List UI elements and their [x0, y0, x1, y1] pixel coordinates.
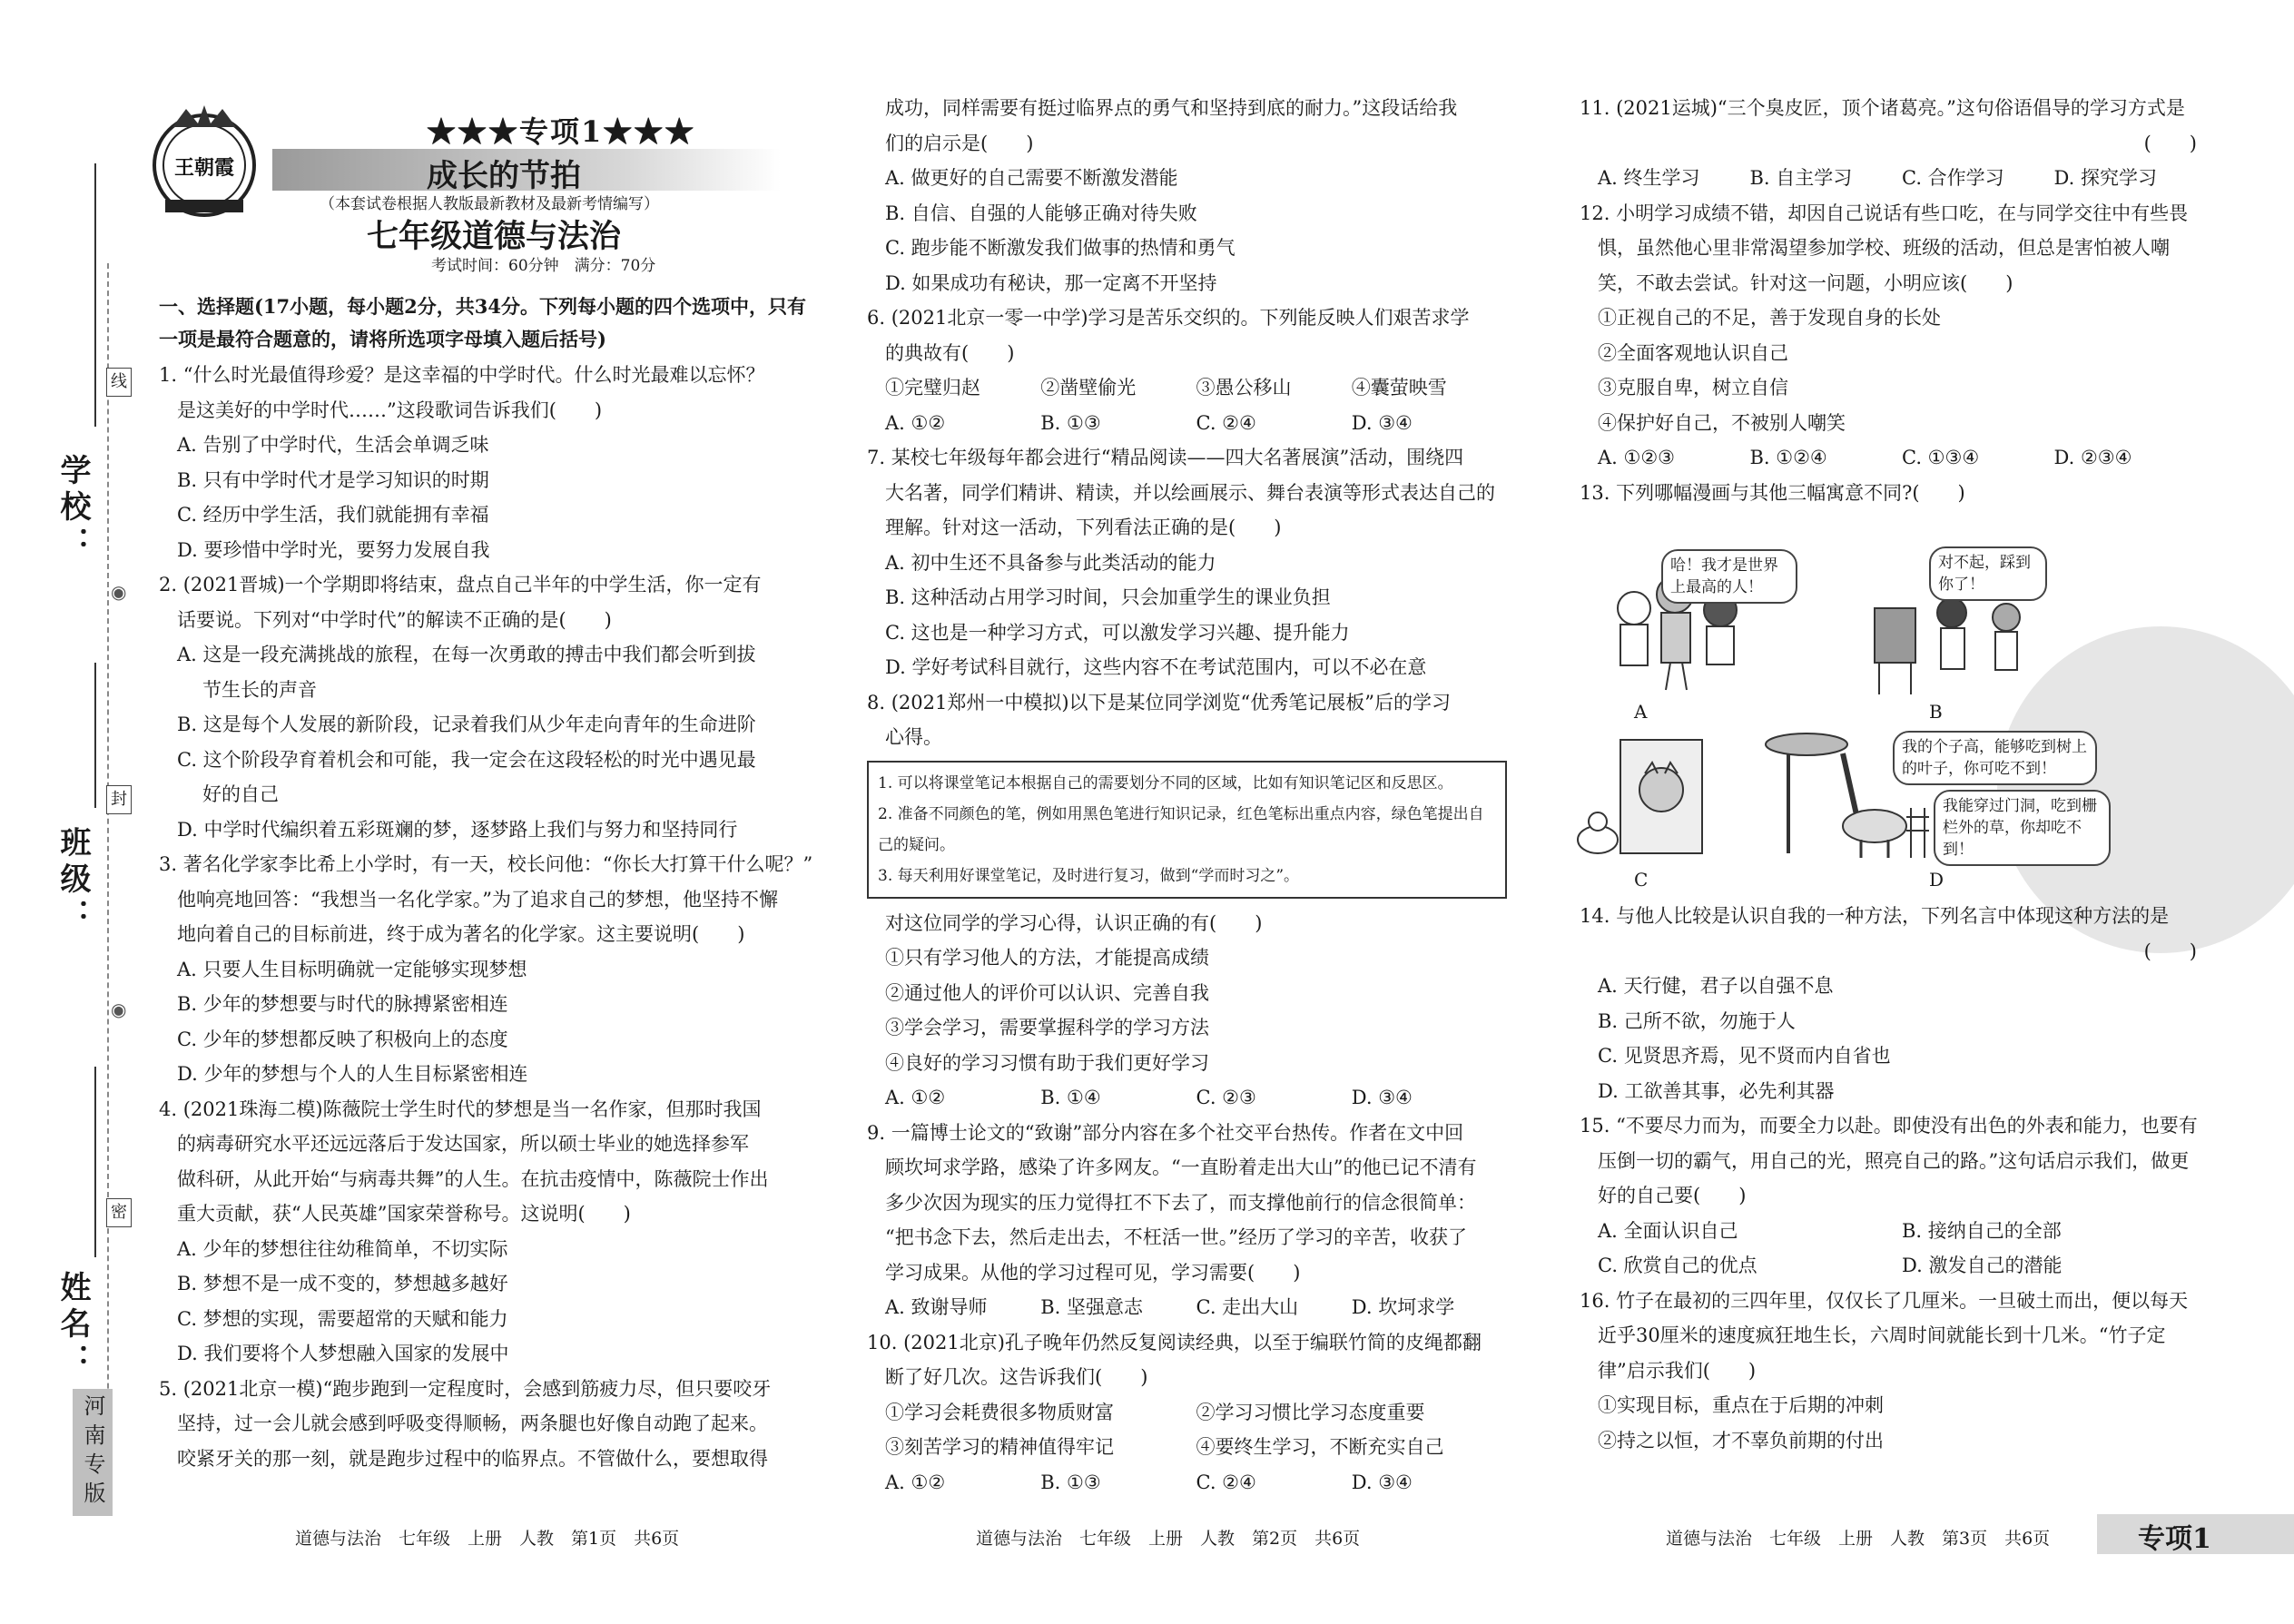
- q9-option: A. 致谢导师: [885, 1296, 988, 1318]
- q16-item: ①实现目标，重点在于后期的冲刺: [1598, 1394, 1884, 1416]
- q8-line: 8. (2021郑州一中模拟)以下是某位同学浏览“优秀笔记展板”后的学习: [867, 691, 1452, 714]
- q7-line: 7. 某校七年级每年都会进行“精品阅读——四大名著展演”活动，围绕四: [867, 447, 1464, 468]
- page3-column-lower: [1580, 899, 2206, 1458]
- q9-option: C. 走出大山: [1196, 1296, 1299, 1318]
- note-item: 3. 每天利用好课堂笔记，及时进行复习，做到“学而时习之”。: [878, 866, 1300, 885]
- q8-option: D. ③④: [1351, 1087, 1413, 1108]
- exam-info: 考试时间：60分钟 满分：70分: [431, 257, 656, 275]
- q2-option: B. 这是每个人发展的新阶段，记录着我们从少年走向青年的生命进阶: [177, 714, 756, 735]
- q6-line: 6. (2021北京一零一中学)学习是苦乐交织的。下列能反映人们艰苦求学: [867, 307, 1470, 329]
- q4-line: 4. (2021珠海二模)陈薇院士学生时代的梦想是当一名作家，但那时我国: [159, 1097, 762, 1120]
- q7-line: 大名著，同学们精讲、精读，并以绘画展示、舞台表演等形式表达自己的: [885, 481, 1495, 504]
- q6-item: ③愚公移山: [1196, 377, 1292, 399]
- page2-column: [867, 91, 1507, 1500]
- note-item: 2. 准备不同颜色的笔，例如用黑色笔进行知识记录，红色笔标出重点内容，绿色笔提出自己的疑问。: [878, 804, 1484, 854]
- q1-option: C. 经历中学生活，我们就能拥有幸福: [177, 504, 489, 526]
- q2-line: 话要说。下列对“中学时代”的解读不正确的是( ): [177, 608, 612, 631]
- topic-heading: ★★★专项1★★★: [427, 114, 696, 149]
- q5-option: D. 如果成功有秘诀，那一定离不开坚持: [885, 271, 1217, 294]
- q3-option: D. 少年的梦想与个人的人生目标紧密相连: [177, 1063, 528, 1085]
- q2-option: 好的自己: [202, 783, 279, 805]
- q9-options: [867, 1290, 1507, 1325]
- q15-option: B. 接纳自己的全部: [1902, 1219, 2062, 1242]
- q6-items: [867, 370, 1507, 406]
- name-blank: [94, 1067, 96, 1257]
- q5-line: 坚持，过一会儿就会感到呼吸变得顺畅，两条腿也好像自动跑了起来。: [177, 1412, 768, 1434]
- q9-line: 顾坎坷求学路，感染了许多网友。“一直盼着走出大山”的他已记不清有: [885, 1156, 1477, 1178]
- q6-options: [867, 406, 1507, 441]
- q5-line: 5. (2021北京一模)“跑步跑到一定程度时，会感到筋疲力尽，但只要咬牙: [159, 1377, 772, 1400]
- q8-options: [867, 1080, 1507, 1116]
- school-blank: [94, 163, 96, 427]
- q12-item: ④保护好自己，不被别人嘲笑: [1598, 411, 1846, 434]
- q10-option: D. ③④: [1351, 1471, 1413, 1493]
- q10-line: 断了好几次。这告诉我们( ): [885, 1366, 1148, 1388]
- corner-tab-label: 专项1: [2138, 1523, 2211, 1555]
- q14-line: 14. 与他人比较是认识自我的一种方法，下列名言中体现这种方法的是: [1580, 905, 2170, 927]
- q8-stem: 对这位同学的学习心得，认识正确的有( ): [885, 911, 1263, 934]
- seal-secret-char: 密: [106, 1198, 132, 1227]
- name-label: 姓名：: [54, 1271, 91, 1380]
- q7-option: D. 学好考试科目就行，这些内容不在考试范围内，可以不必在意: [885, 656, 1427, 678]
- q16-line: 近乎30厘米的速度疯狂地生长，六周时间就能长到十几米。“竹子定: [1598, 1324, 2166, 1346]
- q12-option: D. ②③④: [2053, 447, 2132, 468]
- binding-hole-icon: ◉: [111, 999, 127, 1020]
- cartoon-c-image: [1570, 735, 1716, 862]
- q9-option: D. 坎坷求学: [1351, 1296, 1455, 1318]
- q4-line: 做科研，从此开始“与病毒共舞”的人生。在抗击疫情中，陈薇院士作出: [177, 1167, 769, 1190]
- cartoon-b-label: B: [1929, 701, 1943, 723]
- class-blank: [94, 663, 96, 808]
- subject-title: 七年级道德与法治: [367, 219, 622, 255]
- page3-column: [1580, 91, 2206, 510]
- q6-line: 的典故有( ): [885, 341, 1015, 364]
- q12-option: A. ①②③: [1598, 447, 1675, 468]
- q2-option: A. 这是一段充满挑战的旅程，在每一次勇敢的搏击中我们都会听到拔: [177, 644, 756, 665]
- q15-line: 好的自己要( ): [1598, 1185, 1747, 1206]
- q4-option: A. 少年的梦想往往幼稚简单，不切实际: [177, 1237, 508, 1260]
- binding-dashed-line: [107, 263, 109, 1498]
- q4-option: D. 我们要将个人梦想融入国家的发展中: [177, 1343, 509, 1364]
- class-label: 班级：: [54, 826, 91, 935]
- unit-title: 成长的节拍: [427, 158, 581, 194]
- q2-option: D. 中学时代编织着五彩斑斓的梦，逐梦路上我们与努力和坚持同行: [177, 818, 738, 841]
- q15-option: D. 激发自己的潜能: [1902, 1255, 2063, 1276]
- q14-option: D. 工欲善其事，必先利其器: [1598, 1079, 1835, 1102]
- q10-line: 10. (2021北京)孔子晚年仍然反复阅读经典，以至于编联竹简的皮绳都翻: [867, 1331, 1482, 1353]
- note-box: [867, 761, 1507, 899]
- note-item: 1. 可以将课堂笔记本根据自己的需要划分不同的区域，比如有知识笔记区和反思区。: [878, 773, 1453, 792]
- q11-options: [1580, 161, 2206, 196]
- q15-options: [1580, 1214, 2206, 1249]
- q8-item: ④良好的学习习惯有助于我们更好学习: [885, 1051, 1209, 1074]
- q4-line: 重大贡献，获“人民英雄”国家荣誉称号。这说明( ): [177, 1203, 631, 1225]
- cartoon-b-bubble: 对不起，踩到你了！: [1929, 546, 2047, 601]
- cartoon-d-label: D: [1929, 869, 1944, 891]
- q12-line: 笑，不敢去尝试。针对这一问题，小明应该( ): [1598, 271, 2013, 294]
- q10-item: ③刻苦学习的精神值得牢记: [885, 1436, 1114, 1458]
- q10-item: ②学习习惯比学习态度重要: [1196, 1401, 1425, 1423]
- q6-item: ④囊萤映雪: [1351, 377, 1447, 399]
- binding-hole-icon: ◉: [111, 581, 127, 603]
- page1-footer: 道德与法治 七年级 上册 人教 第1页 共6页: [295, 1529, 680, 1549]
- q2-option: C. 这个阶段孕育着机会和可能，我一定会在这段轻松的时光中遇见最: [177, 748, 756, 771]
- q9-line: 学习成果。从他的学习过程可见，学习需要( ): [885, 1261, 1301, 1284]
- q9-option: B. 坚强意志: [1040, 1296, 1144, 1318]
- q15-line: 15. “不要尽力而为，而要全力以赴。即使没有出色的外表和能力，也要有: [1580, 1115, 2198, 1137]
- seal-seal-char: 封: [106, 785, 132, 814]
- q6-option: D. ③④: [1351, 411, 1413, 434]
- q10-item: ④要终生学习，不断充实自己: [1196, 1436, 1444, 1458]
- q1-option: D. 要珍惜中学时光，要努力发展自我: [177, 538, 490, 561]
- q14-line: ( ): [2143, 940, 2197, 962]
- page3-footer: 道德与法治 七年级 上册 人教 第3页 共6页: [1666, 1529, 2051, 1549]
- q10-item: ①学习会耗费很多物质财富: [885, 1401, 1114, 1423]
- q12-option: C. ①③④: [1902, 447, 1980, 468]
- q6-option: A. ①②: [885, 411, 946, 434]
- q11-option: C. 合作学习: [1902, 167, 2004, 189]
- q3-line: 3. 著名化学家李比希上小学时，有一天，校长问他：“你长大打算干什么呢？”: [159, 853, 813, 875]
- section-heading: 一、选择题(17小题，每小题2分，共34分。下列每小题的四个选项中，只有一项是最符合题意的，请将所选项字母填入题后括号): [159, 295, 806, 350]
- q10-option: A. ①②: [885, 1471, 946, 1493]
- q8-option: B. ①④: [1040, 1087, 1101, 1108]
- q11-option: D. 探究学习: [2053, 167, 2157, 189]
- q9-line: 多少次因为现实的压力觉得扛不下去了，而支撑他前行的信念很简单：: [885, 1191, 1476, 1214]
- q7-option: C. 这也是一种学习方式，可以激发学习兴趣、提升能力: [885, 621, 1350, 644]
- q7-option: B. 这种活动占用学习时间，只会加重学生的课业负担: [885, 586, 1331, 608]
- q10-option: C. ②④: [1196, 1471, 1256, 1493]
- q9-line: 9. 一篇博士论文的“致谢”部分内容在多个社交平台热传。作者在文中回: [867, 1121, 1464, 1144]
- q7-option: A. 初中生还不具备参与此类活动的能力: [885, 551, 1216, 574]
- q5-line: 咬紧牙关的那一刻，就是跑步过程中的临界点。不管做什么，要想取得: [177, 1447, 768, 1470]
- q1-option: A. 告别了中学时代，生活会单调乏味: [177, 434, 489, 456]
- q15-option: A. 全面认识自己: [1598, 1219, 1738, 1242]
- q10-option: B. ①③: [1040, 1471, 1101, 1493]
- q15-line: 压倒一切的霸气，用自己的光，照亮自己的路。”这句话启示我们，做更: [1598, 1149, 2190, 1172]
- edition-badge: 河南专版: [73, 1389, 113, 1516]
- cartoon-a-bubble: 哈！我才是世界上最高的人！: [1661, 549, 1797, 604]
- q16-line: 律”启示我们( ): [1598, 1359, 1757, 1382]
- q12-item: ②全面客观地认识自己: [1598, 341, 1788, 364]
- q11-line: 11. (2021运城)“三个臭皮匠，顶个诸葛亮。”这句俗语倡导的学习方式是: [1580, 97, 2185, 119]
- cartoon-c-label: C: [1634, 869, 1649, 891]
- q9-line: “把书念下去，然后走出去，不枉活一世。”经历了学习的辛苦，收获了: [885, 1226, 1467, 1248]
- q8-item: ①只有学习他人的方法，才能提高成绩: [885, 947, 1209, 969]
- q12-line: 惧，虽然他心里非常渴望参加学校、班级的活动，但总是害怕被人嘲: [1598, 237, 2170, 259]
- q6-option: B. ①③: [1040, 411, 1101, 434]
- q8-option: A. ①②: [885, 1087, 946, 1108]
- cartoon-d-bubble-giraffe: 我的个子高，能够吃到树上的叶子，你可吃不到！: [1893, 731, 2097, 785]
- q7-line: 理解。针对这一活动，下列看法正确的是( ): [885, 517, 1282, 538]
- cartoon-d-bubble-goat: 我能穿过门洞，吃到栅栏外的草，你却吃不到！: [1934, 790, 2111, 866]
- q6-item: ①完璧归赵: [885, 377, 980, 399]
- q5-option: A. 做更好的自己需要不断激发潜能: [885, 167, 1178, 189]
- q12-options: [1580, 440, 2206, 476]
- q3-line: 他响亮地回答：“我想当一名化学家。”为了追求自己的梦想，他坚持不懈: [177, 888, 778, 910]
- q6-item: ②凿壁偷光: [1040, 377, 1137, 399]
- cartoon-a-label: A: [1634, 701, 1648, 723]
- q12-option: B. ①②④: [1749, 447, 1827, 468]
- q16-item: ②持之以恒，才不辜负前期的付出: [1598, 1429, 1884, 1452]
- q15-option: C. 欣赏自己的优点: [1598, 1255, 1757, 1276]
- q8-item: ③学会学习，需要掌握科学的学习方法: [885, 1017, 1209, 1038]
- q14-option: A. 天行健，君子以自强不息: [1598, 975, 1834, 997]
- q4-option: B. 梦想不是一成不变的，梦想越多越好: [177, 1273, 508, 1294]
- seal-line-char: 线: [106, 368, 132, 397]
- q6-option: C. ②④: [1196, 411, 1256, 434]
- q12-line: 12. 小明学习成绩不错，却因自己说话有些口吃，在与同学交往中有些畏: [1580, 202, 2189, 224]
- svg-text:王朝霞: 王朝霞: [173, 156, 235, 180]
- q8-item: ②通过他人的评价可以认识、完善自我: [885, 981, 1209, 1004]
- q3-option: A. 只要人生目标明确就一定能够实现梦想: [177, 958, 527, 980]
- q8-option: C. ②③: [1196, 1087, 1256, 1108]
- q14-option: C. 见贤思齐焉，见不贤而内自省也: [1598, 1045, 1891, 1067]
- q5-option: B. 自信、自强的人能够正确对待失败: [885, 202, 1197, 224]
- q2-line: 2. (2021晋城)一个学期即将结束，盘点自己半年的中学生活，你一定有: [159, 574, 762, 595]
- school-label: 学校：: [54, 454, 91, 563]
- q4-option: C. 梦想的实现，需要超常的天赋和能力: [177, 1307, 508, 1330]
- q4-line: 的病毒研究水平还远远落后于发达国家，所以硕士毕业的她选择参军: [177, 1133, 749, 1155]
- edition-note: （本套试卷根据人教版最新教材及最新考情编写）: [320, 195, 659, 213]
- q5-option: C. 跑步能不断激发我们做事的热情和勇气: [885, 237, 1236, 259]
- q10-items: [867, 1395, 1507, 1431]
- q16-line: 16. 竹子在最初的三四年里，仅仅长了几厘米。一旦破土而出，便以每天: [1580, 1289, 2189, 1312]
- q2-option: 节生长的声音: [202, 678, 317, 701]
- q3-option: C. 少年的梦想都反映了积极向上的态度: [177, 1028, 508, 1050]
- q10-options: [867, 1465, 1507, 1501]
- q11-option: A. 终生学习: [1598, 167, 1700, 189]
- q1-line: 1. “什么时光最值得珍爱？是这幸福的中学时代。什么时光最难以忘怀？: [159, 364, 765, 386]
- q12-item: ③克服自卑，树立自信: [1598, 377, 1788, 399]
- q3-option: B. 少年的梦想要与时代的脉搏紧密相连: [177, 993, 508, 1015]
- q12-item: ①正视自己的不足，善于发现自身的长处: [1598, 307, 1941, 329]
- q15-options: [1580, 1248, 2206, 1284]
- q1-line: 是这美好的中学时代……”这段歌词告诉我们( ): [177, 399, 603, 421]
- q11-option: B. 自主学习: [1749, 167, 1853, 189]
- q11-line: ( ): [2143, 132, 2197, 154]
- q8-line: 心得。: [885, 726, 942, 748]
- q14-option: B. 己所不欲，勿施于人: [1598, 1009, 1796, 1032]
- q10-items: [867, 1430, 1507, 1465]
- q5-line: 成功，同样需要有挺过临界点的勇气和坚持到底的耐力。”这段话给我: [885, 97, 1458, 119]
- q13-line: 13. 下列哪幅漫画与其他三幅寓意不同?( ): [1580, 481, 1965, 504]
- q1-option: B. 只有中学时代才是学习知识的时期: [177, 468, 489, 491]
- q5-line: 们的启示是( ): [885, 132, 1034, 154]
- page2-footer: 道德与法治 七年级 上册 人教 第2页 共6页: [976, 1529, 1361, 1549]
- q3-line: 地向着自己的目标前进，终于成为著名的化学家。这主要说明( ): [177, 923, 745, 945]
- publisher-logo: [145, 102, 263, 224]
- page1-column: [159, 290, 812, 1476]
